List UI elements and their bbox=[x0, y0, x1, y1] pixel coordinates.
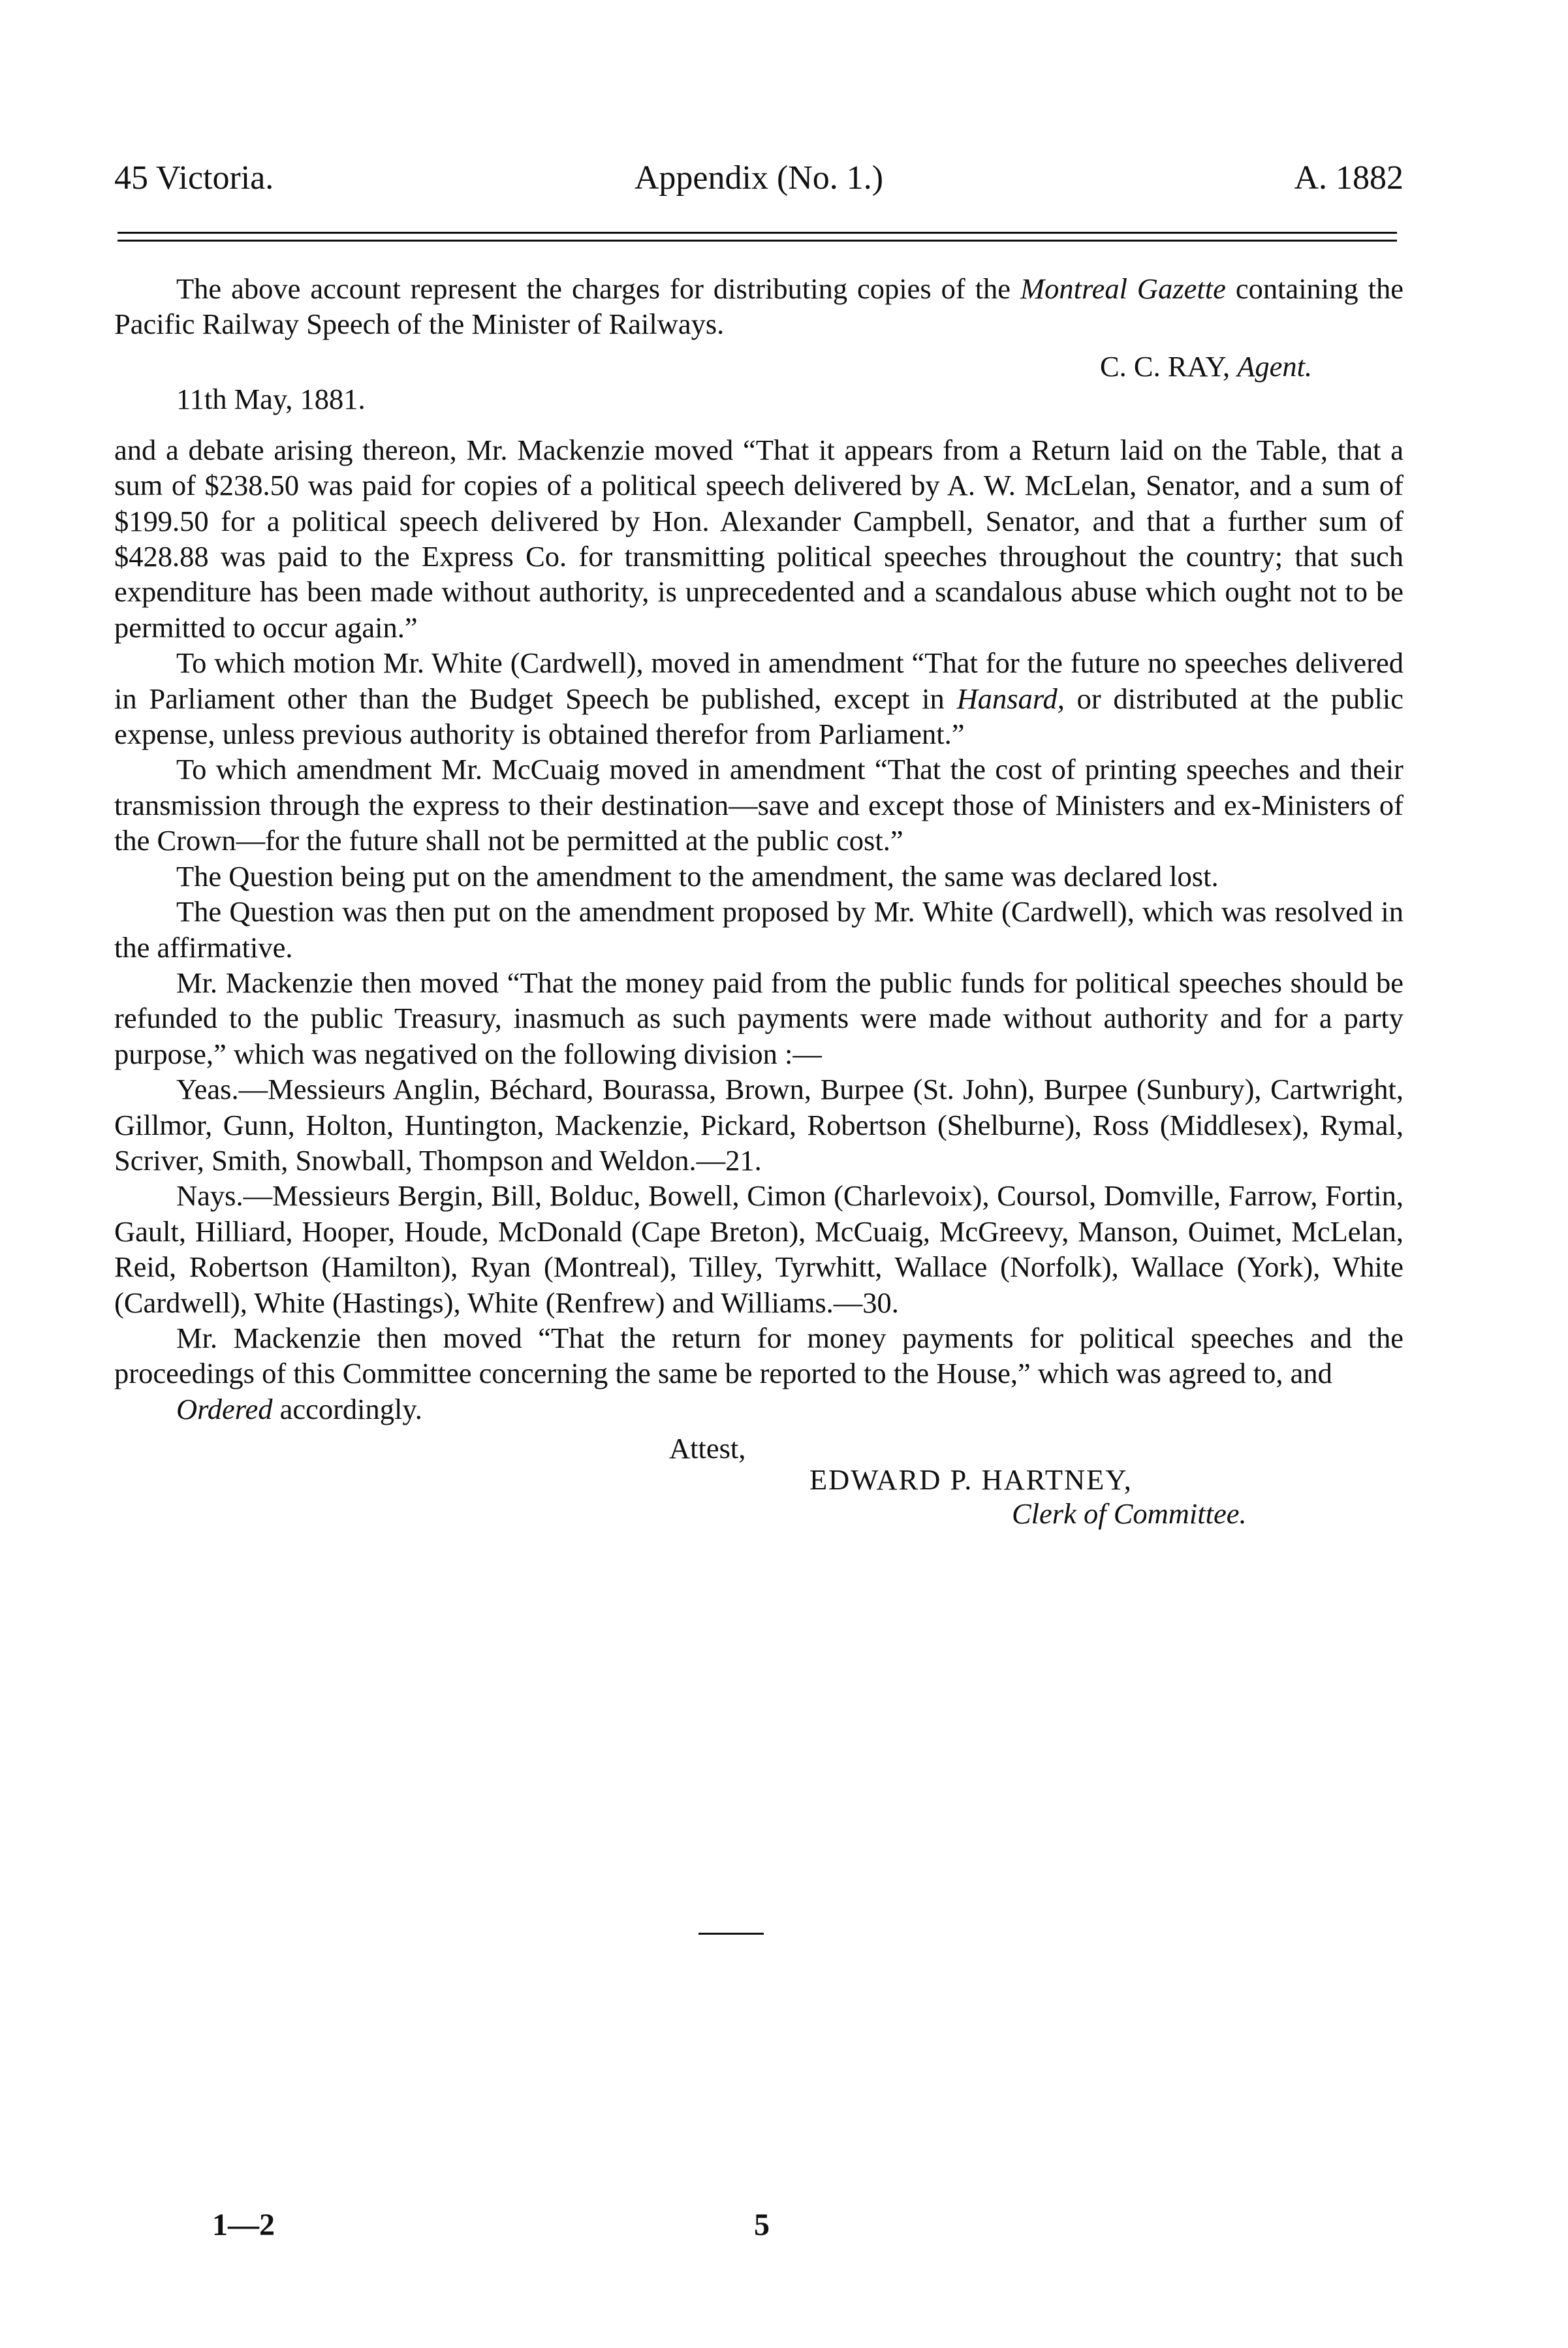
ordered-text: accordingly. bbox=[272, 1392, 422, 1425]
paragraph-question-lost: The Question being put on the amendment to the amendment, the same was declared lost. bbox=[176, 859, 1219, 893]
agent-role: Agent. bbox=[1237, 349, 1313, 383]
clerk-name: EDWARD P. HARTNEY, bbox=[809, 1463, 1133, 1497]
paragraph-mackenzie-motion: Mr. Mackenzie then moved “That the money paid from the public funds for political speeches should be refunded to the public Treasury, inasmuch as such payments were made without authority and for a party purpose,” which was negatived on the following division :— bbox=[114, 966, 1403, 1070]
paragraph-amendment-mccuaig: To which amendment Mr. McCuaig moved in amendment “That the cost of printing speeches and their transmission through the express to their destination—save and except those of Ministers and ex-Ministers of the Crown—for the future shall not be permitted at the public cost.” bbox=[114, 753, 1403, 857]
section-separator bbox=[698, 1933, 764, 1935]
header-rule-bottom bbox=[118, 240, 1397, 242]
attestation-block bbox=[114, 1431, 1403, 1535]
clerk-title: Clerk of Committee. bbox=[1012, 1497, 1247, 1531]
paragraph-question-affirmed: The Question was then put on the amendment proposed by Mr. White (Cardwell), which was resolved in the affirmative. bbox=[114, 895, 1403, 964]
header-rule-top bbox=[118, 232, 1397, 234]
amendment-white-text-1: To which motion Mr. White (Cardwell), moved in amendment “That for the future no speeches delivered in Parliament other than the Budget Speech be published, except in bbox=[114, 646, 1403, 715]
amendment-white-text-2: or distributed at the public expense, unless previous authority is obtained therefor from Parliament.” bbox=[114, 682, 1403, 751]
running-header bbox=[114, 155, 1403, 201]
paragraph-report-motion: Mr. Mackenzie then moved “That the return for money payments for political speeches and the proceedings of this Committee concerning the same be reported to the House,” which was agreed to, and bbox=[114, 1321, 1403, 1390]
hansard-italic: Hansard, bbox=[956, 682, 1065, 715]
agent-signature bbox=[1100, 349, 1312, 384]
note-text-1: The above account represent the charges for distributing copies of the bbox=[176, 272, 1021, 305]
header-session: 45 Victoria. bbox=[114, 159, 274, 197]
agent-name: C. C. RAY, bbox=[1100, 349, 1238, 383]
header-year: A. 1882 bbox=[1294, 159, 1403, 197]
paragraph-nays: Nays.—Messieurs Bergin, Bill, Bolduc, Bowell, Cimon (Charlevoix), Coursol, Domville, Farrow, Fortin, Gault, Hilliard, Hooper, Houde, McDonald (Cape Breton), McCuaig, McGreevy, Manson, Ouimet, McLelan, Reid, Robertson (Hamilton), Ryan (Montreal), Tilley, Tyrwhitt, Wallace (Norfolk), Wallace (York), White (Cardwell), White (Hastings), White (Renfrew) and Williams.—30. bbox=[114, 1179, 1403, 1319]
paragraph-amendment-white bbox=[114, 645, 1403, 752]
document-body bbox=[114, 271, 1403, 1535]
note-newspaper-title: Montreal Gazette bbox=[1020, 272, 1226, 305]
paragraph-debate: and a debate arising thereon, Mr. Mackenzie moved “That it appears from a Return laid on the Table, that a sum of $238.50 was paid for copies of a political speech delivered by A. W. McLelan, Senator, and a sum of $199.50 for a political speech delivered by Hon. Alexander Campbell, Senator, and that a further sum of $428.88 was paid to the Express Co. for transmitting political speeches throughout the country; that such expenditure has been made without authority, is unprecedented and a scandalous abuse which ought not to be permitted to occur again.” bbox=[114, 433, 1403, 644]
page-number: 5 bbox=[754, 2208, 770, 2242]
paragraph-ordered bbox=[114, 1391, 1403, 1427]
account-note bbox=[114, 271, 1403, 342]
attest-label: Attest, bbox=[669, 1432, 746, 1465]
note-date: 11th May, 1881. bbox=[176, 382, 366, 415]
paragraph-yeas: Yeas.—Messieurs Anglin, Béchard, Bourassa, Brown, Burpee (St. John), Burpee (Sunbury), Cartwright, Gillmor, Gunn, Holton, Huntington, Mackenzie, Pickard, Robertson (Shelburne), Ross (Middlesex), Rymal, Scriver, Smith, Snowball, Thompson and Weldon.—21. bbox=[114, 1073, 1403, 1177]
note-text-2: containing the Pacific Railway Speech of the Minister of Railways. bbox=[114, 272, 1403, 341]
agent-signature-block bbox=[114, 342, 1403, 420]
signature-mark: 1—2 bbox=[212, 2208, 275, 2242]
ordered-italic: Ordered bbox=[176, 1392, 273, 1425]
header-appendix: Appendix (No. 1.) bbox=[634, 159, 884, 197]
